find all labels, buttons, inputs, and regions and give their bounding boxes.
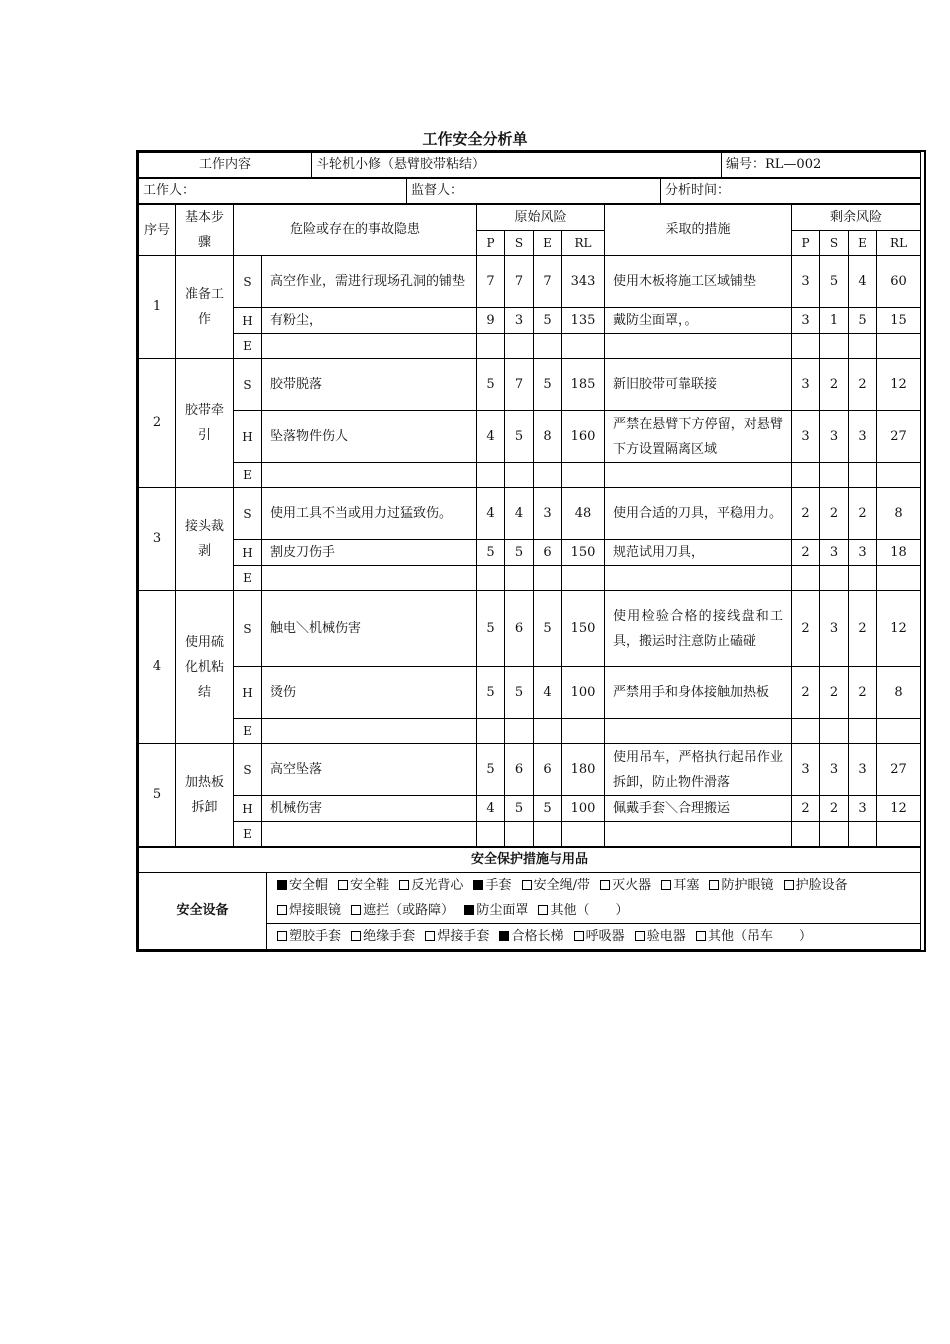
res-rl (877, 719, 921, 744)
equipment-item (600, 878, 651, 893)
res-rl: 12 (877, 796, 921, 822)
step-name: 使用硫化机粘结 (176, 591, 234, 744)
orig-rl: 135 (562, 308, 605, 334)
unchecked-box-icon[interactable] (277, 905, 287, 915)
equipment-item (277, 903, 341, 918)
res-p (792, 566, 820, 591)
orig-e: 3 (534, 488, 562, 540)
col-orig-e: E (534, 231, 562, 256)
orig-s (505, 334, 534, 359)
measure-text: 使用吊车，严格执行起吊作业拆卸，防止物件滑落 (605, 744, 792, 796)
res-rl: 8 (877, 667, 921, 719)
measure-text (605, 334, 792, 359)
measure-text (605, 463, 792, 488)
hazard-text (262, 719, 477, 744)
risk-type: H (234, 540, 262, 566)
table-row (139, 308, 921, 334)
hazard-text: 割皮刀伤手 (262, 540, 477, 566)
equipment-item-label: 耳塞 (673, 878, 700, 893)
col-orig-p: P (477, 231, 505, 256)
res-s (820, 566, 849, 591)
res-p: 2 (792, 796, 820, 822)
equipment-item (351, 903, 454, 918)
unchecked-box-icon[interactable] (600, 880, 610, 890)
worker-label: 工作人： (139, 179, 407, 204)
orig-p: 5 (477, 667, 505, 719)
equipment-item-label: 防护眼镜 (721, 878, 774, 893)
col-res-rl: RL (877, 231, 921, 256)
res-rl (877, 334, 921, 359)
equipment-label: 安全设备 (139, 873, 267, 950)
equipment-item-label: 焊接眼镜 (289, 903, 342, 918)
unchecked-box-icon[interactable] (351, 931, 361, 941)
page-title: 工作安全分析单 (422, 130, 528, 148)
unchecked-box-icon[interactable] (574, 931, 584, 941)
equipment-item-label: 遮拦（或路障） (363, 903, 455, 918)
res-rl: 18 (877, 540, 921, 566)
res-e (849, 566, 877, 591)
res-e: 3 (849, 796, 877, 822)
unchecked-box-icon[interactable] (351, 905, 361, 915)
res-p (792, 822, 820, 847)
orig-p: 5 (477, 540, 505, 566)
equipment-item (522, 878, 590, 893)
checked-box-icon[interactable] (473, 880, 483, 890)
orig-e (534, 463, 562, 488)
unchecked-box-icon[interactable] (709, 880, 719, 890)
orig-s (505, 822, 534, 847)
table-row (139, 256, 921, 308)
table-row (139, 359, 921, 411)
measure-text (605, 566, 792, 591)
equipment-item-label: 手套 (485, 878, 512, 893)
risk-type: H (234, 411, 262, 463)
res-e (849, 463, 877, 488)
step-seq: 1 (139, 256, 176, 359)
equipment-item-label: 其他（ ） (550, 903, 629, 918)
hazard-text: 高空作业，需进行现场孔洞的铺垫 (262, 256, 477, 308)
res-p (792, 463, 820, 488)
res-rl (877, 822, 921, 847)
res-s: 5 (820, 256, 849, 308)
header-table (138, 152, 921, 178)
orig-s: 6 (505, 591, 534, 667)
orig-s: 3 (505, 308, 534, 334)
orig-rl: 343 (562, 256, 605, 308)
res-p: 3 (792, 308, 820, 334)
measure-text: 戴防尘面罩，。 (605, 308, 792, 334)
equipment-item-label: 安全绳/带 (533, 878, 591, 893)
table-row (139, 334, 921, 359)
orig-p: 9 (477, 308, 505, 334)
equipment-item-label: 反光背心 (411, 878, 464, 893)
equipment-item-label: 合格长梯 (511, 929, 564, 944)
table-row (139, 822, 921, 847)
col-orig-s: S (505, 231, 534, 256)
res-rl: 27 (877, 411, 921, 463)
equipment-item (499, 929, 563, 944)
table-row (139, 667, 921, 719)
equipment-row-1 (267, 873, 921, 924)
col-original-risk: 原始风险 (477, 205, 605, 231)
equipment-item (338, 878, 389, 893)
risk-type: H (234, 308, 262, 334)
analysis-time-label: 分析时间： (661, 179, 921, 204)
res-p: 2 (792, 540, 820, 566)
res-e: 2 (849, 591, 877, 667)
equipment-item-label: 安全鞋 (350, 878, 390, 893)
res-p (792, 334, 820, 359)
res-s (820, 719, 849, 744)
risk-type: E (234, 719, 262, 744)
orig-p: 5 (477, 744, 505, 796)
orig-rl: 150 (562, 591, 605, 667)
measure-text: 使用木板将施工区域铺垫 (605, 256, 792, 308)
orig-s: 7 (505, 256, 534, 308)
orig-p: 4 (477, 411, 505, 463)
res-e (849, 719, 877, 744)
orig-e: 4 (534, 667, 562, 719)
orig-e: 5 (534, 359, 562, 411)
orig-e: 7 (534, 256, 562, 308)
hazard-text (262, 822, 477, 847)
unchecked-box-icon[interactable] (696, 931, 706, 941)
equipment-item (784, 878, 848, 893)
hazard-text: 机械伤害 (262, 796, 477, 822)
equipment-item (473, 878, 511, 893)
risk-type: H (234, 667, 262, 719)
work-content-value: 斗轮机小修（悬臂胶带粘结） (312, 153, 722, 178)
equipment-item-label: 护脸设备 (795, 878, 848, 893)
equipment-item-label: 塑胶手套 (289, 929, 342, 944)
res-s: 2 (820, 796, 849, 822)
equipment-item (574, 929, 625, 944)
res-p: 3 (792, 359, 820, 411)
step-name: 准备工作 (176, 256, 234, 359)
res-rl: 12 (877, 591, 921, 667)
risk-type: E (234, 334, 262, 359)
orig-rl: 100 (562, 667, 605, 719)
equipment-item (635, 929, 686, 944)
measure-text (605, 822, 792, 847)
risk-type: S (234, 591, 262, 667)
res-p: 2 (792, 667, 820, 719)
measure-text: 使用检验合格的接线盘和工具，搬运时注意防止磕碰 (605, 591, 792, 667)
checked-box-icon[interactable] (277, 880, 287, 890)
equipment-item-label: 绝缘手套 (363, 929, 416, 944)
equipment-row-2 (267, 924, 921, 950)
res-p: 3 (792, 744, 820, 796)
equipment-item-label: 防尘面罩 (476, 903, 529, 918)
orig-e: 6 (534, 540, 562, 566)
risk-type: S (234, 488, 262, 540)
unchecked-box-icon[interactable] (661, 880, 671, 890)
equipment-item (661, 878, 699, 893)
orig-rl (562, 566, 605, 591)
orig-s: 7 (505, 359, 534, 411)
equipment-item-label: 验电器 (646, 929, 686, 944)
equipment-item (399, 878, 463, 893)
risk-type: S (234, 744, 262, 796)
checked-box-icon[interactable] (499, 931, 509, 941)
table-row (139, 796, 921, 822)
unchecked-box-icon[interactable] (277, 931, 287, 941)
risk-type: S (234, 359, 262, 411)
hazard-text: 触电＼机械伤害 (262, 591, 477, 667)
orig-rl: 150 (562, 540, 605, 566)
res-s: 2 (820, 359, 849, 411)
unchecked-box-icon[interactable] (784, 880, 794, 890)
supervisor-label: 监督人： (407, 179, 661, 204)
hazard-text (262, 463, 477, 488)
orig-s (505, 463, 534, 488)
orig-s (505, 566, 534, 591)
res-rl: 8 (877, 488, 921, 540)
orig-p (477, 334, 505, 359)
unchecked-box-icon[interactable] (338, 880, 348, 890)
orig-e: 5 (534, 308, 562, 334)
unchecked-box-icon[interactable] (399, 880, 409, 890)
col-res-e: E (849, 231, 877, 256)
orig-p: 5 (477, 359, 505, 411)
orig-p (477, 719, 505, 744)
hazard-text: 坠落物件伤人 (262, 411, 477, 463)
res-e: 5 (849, 308, 877, 334)
hazard-text: 胶带脱落 (262, 359, 477, 411)
res-s: 3 (820, 744, 849, 796)
table-row (139, 411, 921, 463)
step-name: 接头裁剥 (176, 488, 234, 591)
res-e (849, 822, 877, 847)
table-row (139, 488, 921, 540)
orig-s: 5 (505, 411, 534, 463)
res-rl (877, 566, 921, 591)
table-row (139, 744, 921, 796)
risk-type: H (234, 796, 262, 822)
step-name: 胶带牵引 (176, 359, 234, 488)
hazard-text (262, 334, 477, 359)
step-seq: 4 (139, 591, 176, 744)
res-e: 4 (849, 256, 877, 308)
res-rl: 15 (877, 308, 921, 334)
res-s (820, 822, 849, 847)
step-seq: 3 (139, 488, 176, 591)
res-p: 2 (792, 488, 820, 540)
res-e: 3 (849, 744, 877, 796)
orig-e: 5 (534, 591, 562, 667)
equipment-item (351, 929, 415, 944)
measure-text: 规范试用刀具， (605, 540, 792, 566)
equipment-item-label: 其他（吊车 ） (707, 929, 812, 944)
res-rl: 12 (877, 359, 921, 411)
equipment-item (464, 903, 528, 918)
risk-type: E (234, 822, 262, 847)
col-seq: 序号 (139, 205, 176, 256)
unchecked-box-icon[interactable] (538, 905, 548, 915)
res-s: 3 (820, 591, 849, 667)
res-p: 3 (792, 411, 820, 463)
orig-rl: 185 (562, 359, 605, 411)
res-s: 2 (820, 488, 849, 540)
res-rl: 60 (877, 256, 921, 308)
people-table (138, 178, 921, 204)
res-s: 2 (820, 667, 849, 719)
orig-rl: 160 (562, 411, 605, 463)
unchecked-box-icon[interactable] (425, 931, 435, 941)
orig-p (477, 566, 505, 591)
orig-e (534, 566, 562, 591)
res-s (820, 463, 849, 488)
unchecked-box-icon[interactable] (635, 931, 645, 941)
res-p: 3 (792, 256, 820, 308)
orig-s: 6 (505, 744, 534, 796)
safety-section-title: 安全保护措施与用品 (139, 848, 921, 873)
col-res-s: S (820, 231, 849, 256)
checked-box-icon[interactable] (464, 905, 474, 915)
orig-p: 4 (477, 488, 505, 540)
step-name: 加热板拆卸 (176, 744, 234, 847)
table-row (139, 591, 921, 667)
measure-text: 新旧胶带可靠联接 (605, 359, 792, 411)
orig-e (534, 334, 562, 359)
orig-p: 4 (477, 796, 505, 822)
orig-p (477, 822, 505, 847)
orig-s: 5 (505, 667, 534, 719)
res-e: 2 (849, 488, 877, 540)
orig-s: 5 (505, 540, 534, 566)
unchecked-box-icon[interactable] (522, 880, 532, 890)
orig-rl: 100 (562, 796, 605, 822)
res-rl: 27 (877, 744, 921, 796)
hazard-text: 高空坠落 (262, 744, 477, 796)
res-s: 3 (820, 540, 849, 566)
code-label: 编号：RL—002 (722, 153, 921, 178)
res-s: 1 (820, 308, 849, 334)
table-row (139, 540, 921, 566)
orig-p: 5 (477, 591, 505, 667)
col-measures: 采取的措施 (605, 205, 792, 256)
hazard-text (262, 566, 477, 591)
res-e: 3 (849, 411, 877, 463)
orig-s: 4 (505, 488, 534, 540)
col-residual-risk: 剩余风险 (792, 205, 921, 231)
orig-p (477, 463, 505, 488)
orig-s (505, 719, 534, 744)
orig-rl (562, 719, 605, 744)
equipment-item-label: 呼吸器 (585, 929, 625, 944)
measure-text: 严禁用手和身体接触加热板 (605, 667, 792, 719)
res-e (849, 334, 877, 359)
hazard-text: 有粉尘， (262, 308, 477, 334)
table-row (139, 463, 921, 488)
equipment-item (538, 903, 628, 918)
safety-table (138, 847, 921, 950)
risk-table (138, 204, 921, 847)
orig-e (534, 822, 562, 847)
orig-e: 8 (534, 411, 562, 463)
step-seq: 5 (139, 744, 176, 847)
orig-rl (562, 463, 605, 488)
measure-text (605, 719, 792, 744)
table-row (139, 719, 921, 744)
equipment-item-label: 安全帽 (289, 878, 329, 893)
equipment-item-label: 焊接手套 (437, 929, 490, 944)
col-hazards: 危险或存在的事故隐患 (234, 205, 477, 256)
measure-text: 严禁在悬臂下方停留，对悬臂下方设置隔离区域 (605, 411, 792, 463)
equipment-item (425, 929, 489, 944)
orig-e: 5 (534, 796, 562, 822)
res-rl (877, 463, 921, 488)
res-s: 3 (820, 411, 849, 463)
orig-s: 5 (505, 796, 534, 822)
orig-rl (562, 822, 605, 847)
orig-p: 7 (477, 256, 505, 308)
equipment-item (277, 878, 328, 893)
col-res-p: P (792, 231, 820, 256)
equipment-item (696, 929, 812, 944)
analysis-form (136, 150, 926, 952)
step-seq: 2 (139, 359, 176, 488)
orig-rl (562, 334, 605, 359)
hazard-text: 烫伤 (262, 667, 477, 719)
res-p (792, 719, 820, 744)
risk-type: S (234, 256, 262, 308)
equipment-item (709, 878, 773, 893)
table-row (139, 566, 921, 591)
orig-rl: 48 (562, 488, 605, 540)
risk-type: E (234, 566, 262, 591)
orig-rl: 180 (562, 744, 605, 796)
hazard-text: 使用工具不当或用力过猛致伤。 (262, 488, 477, 540)
col-basic-steps: 基本步骤 (176, 205, 234, 256)
orig-e (534, 719, 562, 744)
work-content-label: 工作内容 (139, 153, 312, 178)
res-p: 2 (792, 591, 820, 667)
res-e: 2 (849, 667, 877, 719)
orig-e: 6 (534, 744, 562, 796)
measure-text: 使用合适的刀具，平稳用力。 (605, 488, 792, 540)
equipment-item (277, 929, 341, 944)
risk-type: E (234, 463, 262, 488)
res-e: 2 (849, 359, 877, 411)
col-orig-rl: RL (562, 231, 605, 256)
res-e: 3 (849, 540, 877, 566)
equipment-item-label: 灭火器 (612, 878, 652, 893)
res-s (820, 334, 849, 359)
measure-text: 佩戴手套＼合理搬运 (605, 796, 792, 822)
